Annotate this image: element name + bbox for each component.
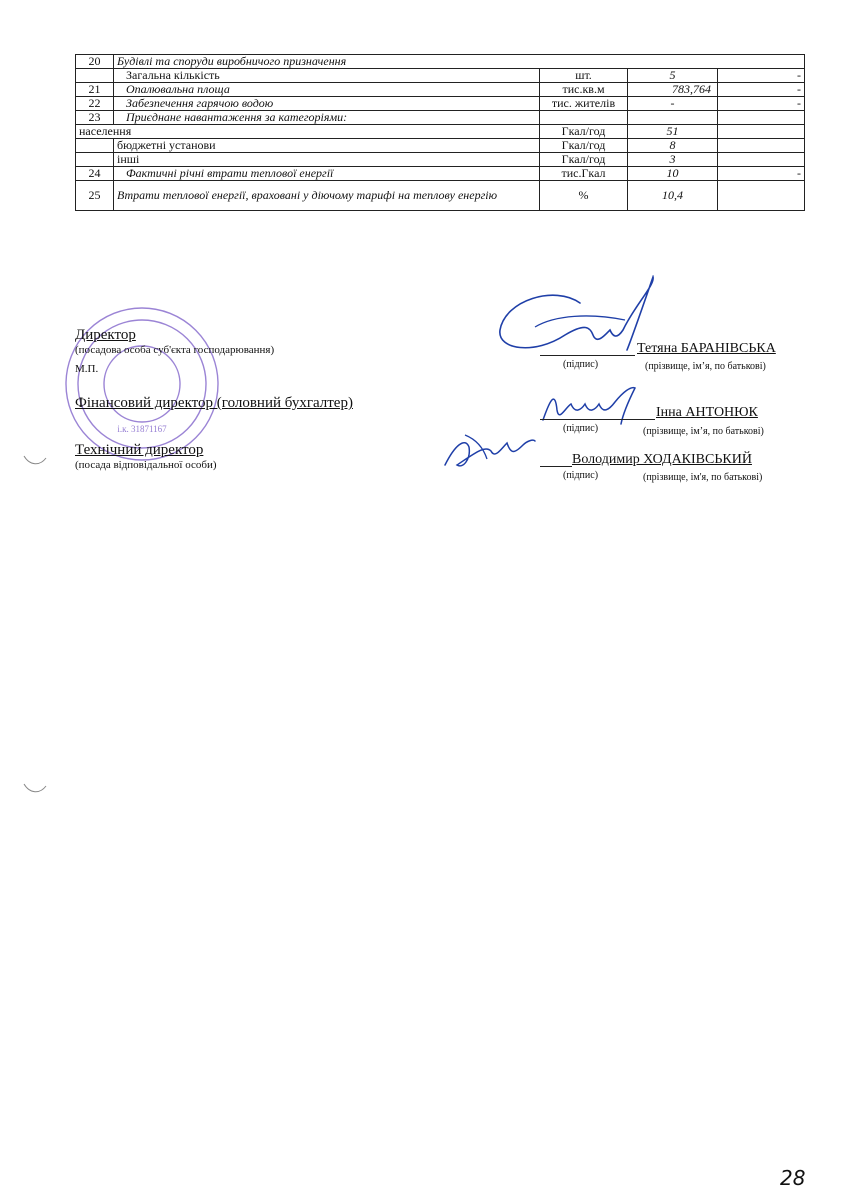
tech-director-title: Технічний директор bbox=[75, 442, 204, 458]
punch-hole-mark bbox=[22, 452, 48, 468]
tech-director-sign-line bbox=[540, 466, 572, 467]
table-row bbox=[76, 97, 805, 111]
director-subtitle: (посадова особа суб'єкта господарювання) bbox=[75, 344, 275, 356]
row-extra: - bbox=[718, 97, 805, 111]
row-number bbox=[76, 153, 114, 167]
table-row bbox=[76, 83, 805, 97]
tech-director-block bbox=[75, 442, 217, 471]
row-value: - bbox=[628, 97, 718, 111]
row-extra: - bbox=[718, 69, 805, 83]
row-name: Фактичні річні втрати теплової енергії bbox=[114, 167, 540, 181]
fin-director-sign-line bbox=[540, 419, 655, 420]
table-row bbox=[76, 153, 805, 167]
row-name: Приєднане навантаження за категоріями: bbox=[114, 111, 540, 125]
table-row bbox=[76, 55, 805, 69]
row-extra: - bbox=[718, 83, 805, 97]
table-row bbox=[76, 111, 805, 125]
fin-director-name: Інна АНТОНЮК bbox=[656, 405, 758, 420]
row-extra bbox=[718, 125, 805, 139]
fin-director-name-caption: (прізвище, ім’я, по батькові) bbox=[643, 426, 764, 437]
row-unit: Гкал/год bbox=[540, 153, 628, 167]
row-unit: Гкал/год bbox=[540, 125, 628, 139]
row-number: 22 bbox=[76, 97, 114, 111]
row-number bbox=[76, 69, 114, 83]
row-name: Будівлі та споруди виробничого призначення bbox=[114, 55, 805, 69]
fin-director-block bbox=[75, 395, 353, 412]
row-number bbox=[76, 139, 114, 153]
director-name: Тетяна БАРАНІВСЬКА bbox=[637, 341, 776, 356]
row-unit: шт. bbox=[540, 69, 628, 83]
row-name: Забезпечення гарячою водою bbox=[114, 97, 540, 111]
row-extra bbox=[718, 139, 805, 153]
table-row bbox=[76, 139, 805, 153]
row-extra bbox=[718, 153, 805, 167]
director-block bbox=[75, 327, 274, 375]
row-number: 21 bbox=[76, 83, 114, 97]
row-value: 51 bbox=[628, 125, 718, 139]
row-extra: - bbox=[718, 167, 805, 181]
row-unit bbox=[540, 111, 628, 125]
director-name-caption: (прізвище, ім’я, по батькові) bbox=[645, 361, 766, 372]
stamp-code: і.к. 31871167 bbox=[117, 424, 167, 434]
row-unit: % bbox=[540, 181, 628, 211]
tech-director-signature bbox=[435, 425, 540, 480]
row-unit: тис.кв.м bbox=[540, 83, 628, 97]
row-unit: Гкал/год bbox=[540, 139, 628, 153]
row-value: 8 bbox=[628, 139, 718, 153]
table-row bbox=[76, 181, 805, 211]
tech-director-name-caption: (прізвище, ім'я, по батькові) bbox=[643, 472, 763, 483]
row-name: бюджетні установи bbox=[114, 139, 540, 153]
director-title: Директор bbox=[75, 327, 136, 343]
row-number: 24 bbox=[76, 167, 114, 181]
row-number: 23 bbox=[76, 111, 114, 125]
row-name: населення bbox=[76, 125, 540, 139]
table-row bbox=[76, 69, 805, 83]
fin-director-sign-caption: (підпис) bbox=[563, 423, 599, 434]
fin-director-signature bbox=[535, 380, 645, 428]
indicators-table-wrapper bbox=[75, 54, 804, 211]
table-row bbox=[76, 167, 805, 181]
row-unit: тис. жителів bbox=[540, 97, 628, 111]
row-value bbox=[628, 111, 718, 125]
tech-director-sign-caption: (підпис) bbox=[563, 470, 599, 481]
seal-place-label: М.П. bbox=[75, 363, 99, 375]
page-number: 28 bbox=[780, 1166, 806, 1190]
row-unit: тис.Гкал bbox=[540, 167, 628, 181]
director-sign-caption: (підпис) bbox=[563, 359, 599, 370]
row-name: Опалювальна площа bbox=[114, 83, 540, 97]
row-number: 20 bbox=[76, 55, 114, 69]
row-number: 25 bbox=[76, 181, 114, 211]
row-value: 5 bbox=[628, 69, 718, 83]
director-sign-line bbox=[540, 355, 635, 356]
row-name: інші bbox=[114, 153, 540, 167]
tech-director-name: Володимир ХОДАКІВСЬКИЙ bbox=[572, 452, 752, 467]
row-name: Втрати теплової енергії, враховані у діючому тарифі на теплову енергію bbox=[114, 181, 540, 211]
row-value: 3 bbox=[628, 153, 718, 167]
tech-director-subtitle: (посада відповідальної особи) bbox=[75, 459, 217, 471]
row-value: 10 bbox=[628, 167, 718, 181]
row-value: 783,764 bbox=[628, 83, 718, 97]
indicators-table bbox=[75, 54, 805, 211]
table-row bbox=[76, 125, 805, 139]
fin-director-title: Фінансовий директор (головний бухгалтер) bbox=[75, 395, 353, 411]
row-name: Загальна кількість bbox=[114, 69, 540, 83]
row-extra bbox=[718, 111, 805, 125]
punch-hole-mark bbox=[22, 780, 48, 796]
row-extra bbox=[718, 181, 805, 211]
row-value: 10,4 bbox=[628, 181, 718, 211]
